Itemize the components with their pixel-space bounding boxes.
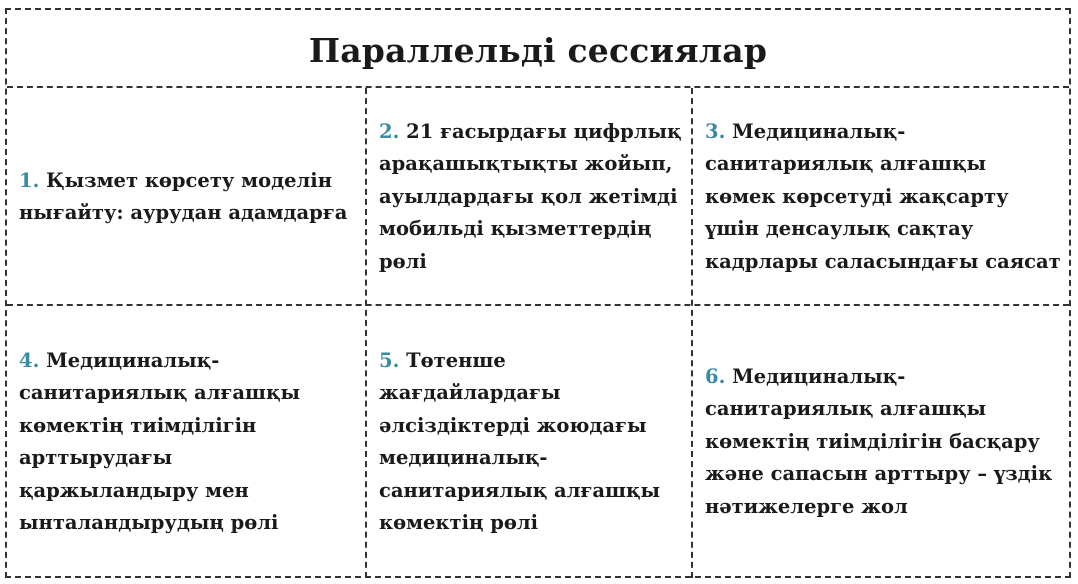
session-1-text — [19, 165, 357, 230]
session-2-title: 21 ғасырдағы цифрлық арақашықтықты жойып, ауылдардағы қол жетімді мобильді қызметтердің рөлі — [379, 119, 682, 273]
session-2-text — [379, 116, 683, 279]
session-1-title: Қызмет көрсету моделін нығайту: аурудан адамдарға — [19, 168, 348, 224]
session-cell-1 — [7, 90, 365, 304]
session-3-title: Медициналық-санитариялық алғашқы көмек көрсетуді жақсарту үшін денсаулық сақтау кадрлары саласындағы саясат — [705, 119, 1061, 273]
title-row — [7, 10, 1069, 88]
session-6-text — [705, 361, 1061, 524]
session-1-number: 1. — [19, 168, 40, 192]
session-cell-6 — [693, 306, 1069, 578]
session-3-text — [705, 116, 1061, 279]
session-4-title: Медициналық-санитариялық алғашқы көмектің тиімділігін арттырудағы қаржыландыру мен ынталандырудың рөлі — [19, 348, 301, 534]
page-title: Параллельді сессиялар — [308, 30, 768, 70]
session-3-number: 3. — [705, 119, 726, 143]
session-4-text — [19, 345, 357, 540]
session-5-text — [379, 345, 683, 540]
session-2-number: 2. — [379, 119, 400, 143]
sessions-table — [5, 8, 1071, 578]
session-5-number: 5. — [379, 348, 400, 372]
session-cell-3 — [693, 90, 1069, 304]
session-cell-5 — [367, 306, 691, 578]
session-6-title: Медициналық-санитариялық алғашқы көмектің тиімділігін басқару және сапасын арттыру – үздік нәтижелерге жол — [705, 364, 1053, 518]
session-cell-2 — [367, 90, 691, 304]
session-cell-4 — [7, 306, 365, 578]
session-4-number: 4. — [19, 348, 40, 372]
session-5-title: Төтенше жағдайлардағы әлсіздіктерді жоюдағы медициналық-санитариялық алғашқы көмектің рөлі — [379, 348, 661, 534]
session-6-number: 6. — [705, 364, 726, 388]
